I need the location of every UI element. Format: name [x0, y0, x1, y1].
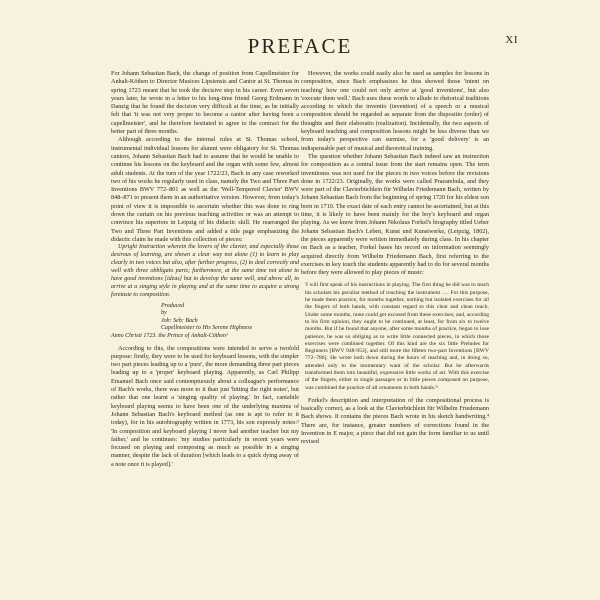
paragraph: Forkel's description and interpretation of the compositional process is basically correct, as a look at the Clavierbüchlein für Wilhelm Friedemann Bach shows. It contains the pieces Bach wrote in his sketch handwriting.⁴ There are, for instance, greater numbers of corrections found in the Invention in E major, a piece that did not gain the form familiar to us until revised: [301, 396, 489, 446]
signature-line: Capellmeister to His Serene Highness: [161, 325, 253, 332]
quote-text: 'I will first speak of his instructions in playing. The first thing he did was to teach his scholars his peculiar method of touching the instrument …. For this purpose, he made them practice, for months together, nothing but isolated exercises for all the fingers of both hands, with constant regard to this clear and clean touch. Under some months, none could get excused from these exercises; and, according to his firm opinion, they ought to be continued, at least, for from six to twelve months. But if he found that anyone, after some months of practice, began to lose patience, he was so obliging as to write little connected pieces, in which those exercises were combined together. Of this kind are the six little Preludes for Beginners [BWV 948-953], and still more the fifteen two-part Inventions [BWV 772–786]. He wrote both down during the hours of teaching and, in doing so, attended only to the momentary want of the scholar. But he afterwards transformed them into beautiful, expressive little works of art. With this exercise of the fingers, either in single passages or in little pieces composed on purpose, was combined the practice of all ornaments in both hands.'³: [305, 282, 489, 391]
signature-line: Produced: [161, 302, 185, 309]
title-page-inscription: Upright Instruction wherein the lovers of the clavier, and especially those desirous of learning, are shown a clear way not alone (1) to learn to play clearly in two voices but also, after further progress, (2) to deal correctly and well with three obbligato parts; furthermore, at the same time not alone to have good inventions [ideas] but to develop the same well, and above all, to arrive at a singing style in playing and at the same time to acquire a strong foretaste to composition.: [111, 244, 299, 298]
paragraph: Although according to the internal rules at St. Thomas school, instrumental individual lessons for alumni were obligatory for St. Thomas cantors, Johann Sebastian Bach had to assume that he would be unable to continue his lessons on the keyboard and the organ with some few, almost adult students. At the turn of the year 1722/23, Bach in any case reworked two of his works he regularly used in class, namely the Two and Three Part Inventions BWV 772–801 as well as the 'Well-Tempered Clavier' BWV 848–871 to present them in an authoritative version. However, from today's point of view it is impossible to ascertain whether this was done to ring down the curtain on his previous teaching activities or was an attempt to convince his superiors in Leipzig of his didactic skill. He rearranged the Two and Three Part Inventions and added a title page emphasizing the didactic claim he made with this collection of pieces:: [111, 136, 299, 243]
paragraph: The question whether Johann Sebastian Bach indeed saw an instruction for composition as a central issue from the start remains open. The term inventiones was not used for the pieces in two voices before the revisions done in 1722/23. Originally, the works were called Praeambula, and they were part of the Clavierbüchlein für Wilhelm Friedemann Bach, written by Johann Sebastian Bach from the beginning of spring 1720 for his eldest son born in 1710. The exact date of each entry cannot be ascertained, but at this time, it is likely to have been mainly for the boy's keyboard and organ playing. As we know from Johann Nikolaus Forkel's biography titled Ueber Johann Sebastian Bach's Leben, Kunst und Kunstwerke, (Leipzig, 1802), the pieces apparently were written immediately during class. In his chapter on Bach as a teacher, Forkel bases his record on information seemingly acquired directly from Wilhelm Friedemann Bach, first referring to the exercises in key touch the students apparently had to do for several months before they were allowed to play pieces of music:: [301, 152, 489, 277]
block-quote: [305, 282, 489, 391]
paragraph: For Johann Sebastian Bach, the change of position from Capellmeister for Anhalt-Köthen to Director Musices Lipsiensis and Cantor at St. Thomas in spring 1723 meant that he took the decisive step in his career. Even seven years later, he wrote in a letter to his long-time friend Georg Erdmann in Danzig that he found the decision very difficult at the time, as he initially felt that 'it was not very proper to become a cantor after having been a capellmeister', and he therefore hesitated to agree to the contract for the better part of three months.: [111, 70, 299, 136]
signature-block: [161, 303, 299, 333]
signature-line: by: [161, 310, 167, 317]
signature-line: Joh: Seb: Bach: [161, 317, 198, 324]
paragraph: However, the works could easily also be used as samples for lessons in composition, since Bach emphasizes he thus showed those 'intent on teaching' how one could not only arrive at 'good inventions', but also 'execute them well.' Bach uses these words to allude to rhetorical traditions according to which the inventio (invention) of a speech or a musical composition should be regarded as separate from the dispositio (order) of thoughts and their elaboratio (realization). Incidentally, the two aspects of keyboard teaching and composition lessons might be less diverse than we from today's perspective can surmise, for a 'good delivery' is an indispensable part of musical and theoretical training.: [301, 70, 489, 152]
left-column: [111, 70, 299, 469]
page-number: XI: [505, 34, 518, 46]
page-title: PREFACE: [247, 34, 353, 58]
signature-date: Anno Christi 1723. the Prince of Anhalt-Cöthen¹: [111, 332, 228, 339]
right-column: [301, 70, 489, 447]
paragraph: According to this, the compositions were intended to serve a twofold purpose: firstly, they were to be used for keyboard lessons, with the simpler two part pieces leading up to a 'pure', the more demanding three part pieces leading up to a 'proper' keyboard playing. Apparently, as Carl Philipp Emanuel Bach once said contemptuously about a colleague's performance of Bach's works, there was more to it than just 'hitting the right notes', but rather that one learnt a 'singing quality of playing.' In fact, cantabile keyboard playing seems to have been one of the underlying maxims of Johann Sebastian Bach's keyboard method (as one is apt to refer to it today), for in his autobiography written in 1773, his son expressly notes:² 'In composition and keyboard playing I never had another teacher but my father,' and he continues: 'my studies particularly in recent years were focused on playing and composing as much as possible in a singing manner, despite the lack of duration [which leads to a quick dying away of a note once it is played].': [111, 344, 299, 468]
